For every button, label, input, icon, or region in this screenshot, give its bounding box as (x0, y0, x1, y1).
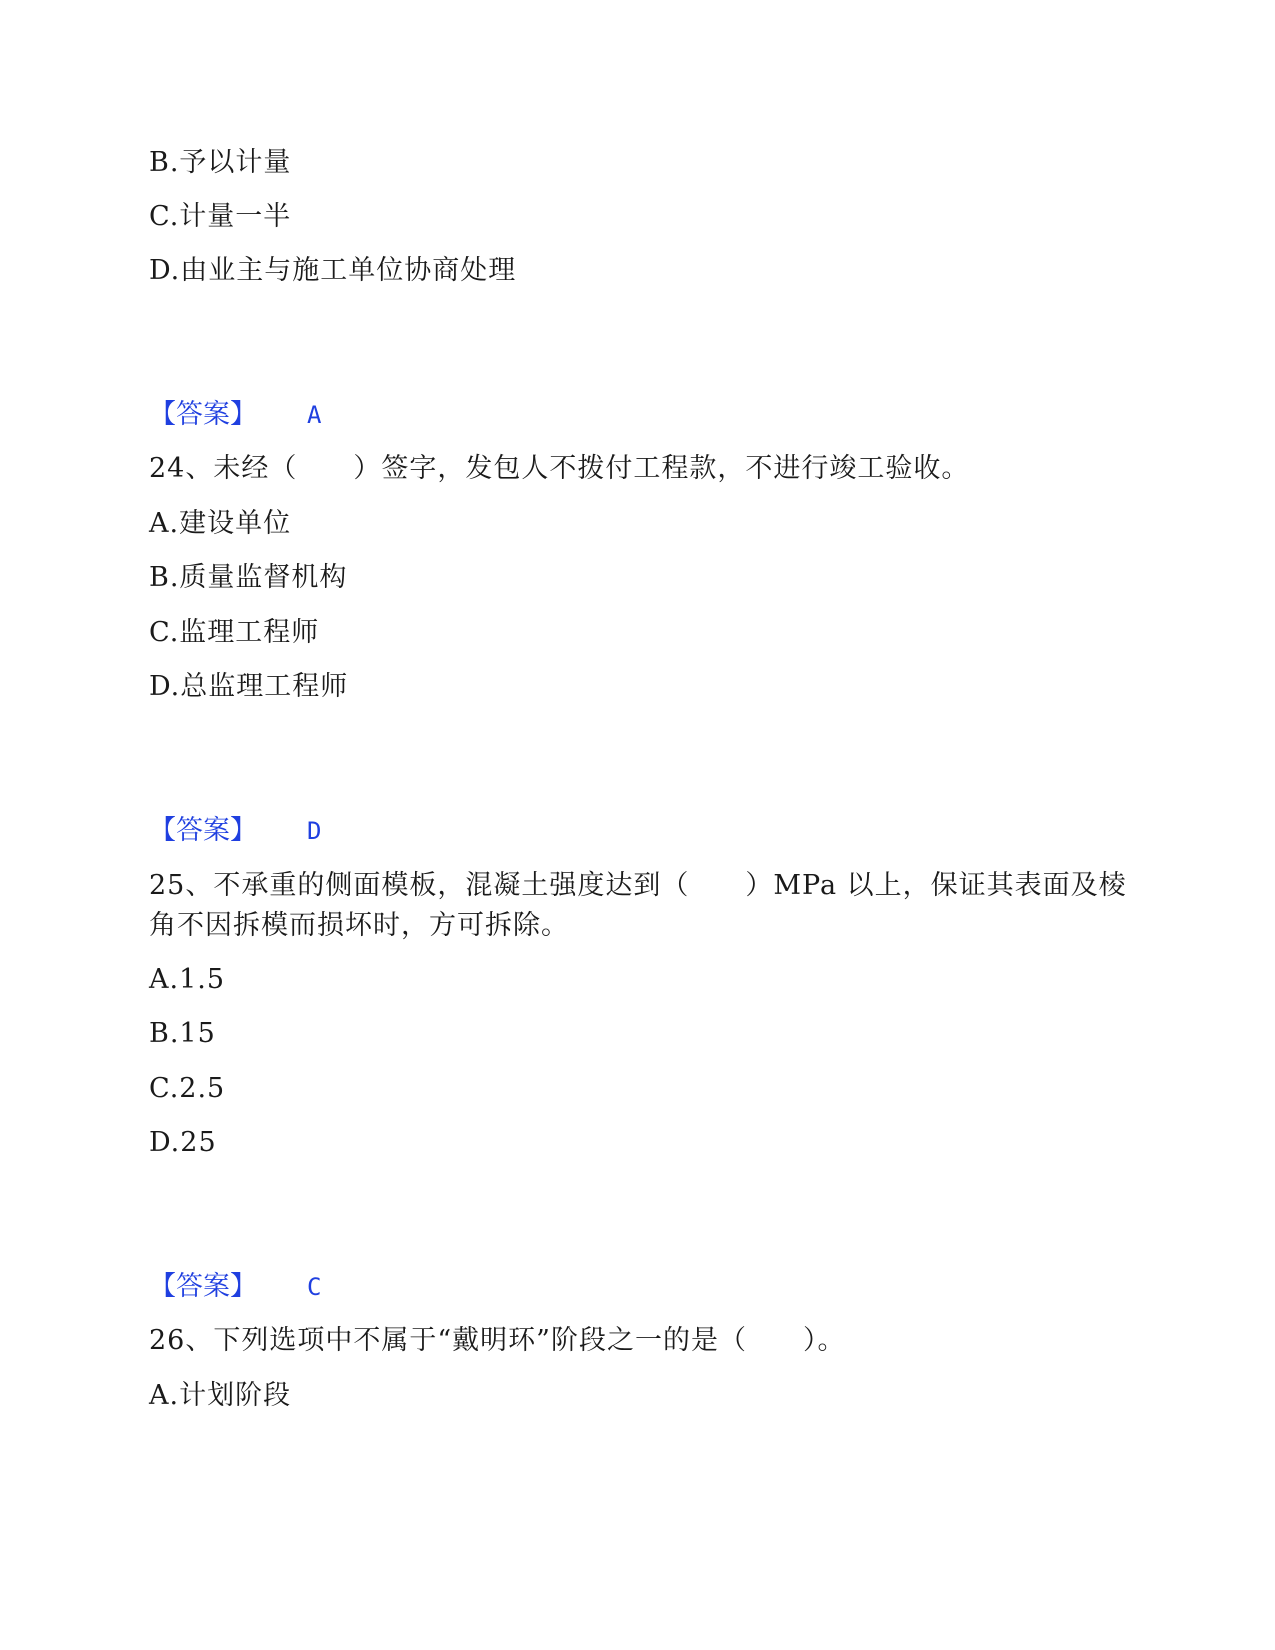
q24-option-d: D.总监理工程师 (149, 671, 349, 702)
answer-label: 【答案】 (149, 815, 257, 846)
q24-stem: 24、未经（ ）签字，发包人不拨付工程款，不进行竣工验收。 (149, 453, 970, 484)
q25-stem-line1: 25、不承重的侧面模板，混凝土强度达到（ ）MPa 以上，保证其表面及棱 (149, 870, 1127, 901)
q25-option-a: A.1.5 (149, 964, 226, 995)
q25-option-d: D.25 (149, 1127, 217, 1158)
q25-answer (149, 1270, 321, 1304)
q23-option-d: D.由业主与施工单位协商处理 (149, 255, 517, 286)
q26-stem: 26、下列选项中不属于“戴明环”阶段之一的是（ ）。 (149, 1325, 846, 1356)
q25-stem-line2: 角不因拆模而损坏时，方可拆除。 (149, 910, 569, 941)
q23-answer (149, 398, 321, 432)
q25-option-b: B.15 (149, 1018, 216, 1049)
answer-value: C (307, 1273, 322, 1301)
q26-option-a: A.计划阶段 (149, 1380, 292, 1411)
answer-label: 【答案】 (149, 1271, 257, 1302)
answer-value: A (307, 401, 322, 429)
q24-option-b: B.质量监督机构 (149, 562, 348, 593)
q25-option-c: C.2.5 (149, 1073, 226, 1104)
q23-option-b: B.予以计量 (149, 147, 292, 178)
answer-label: 【答案】 (149, 399, 257, 430)
answer-value: D (307, 817, 322, 845)
q24-answer (149, 814, 321, 848)
q23-option-c: C.计量一半 (149, 201, 292, 232)
q24-option-a: A.建设单位 (149, 508, 292, 539)
q24-option-c: C.监理工程师 (149, 617, 320, 648)
